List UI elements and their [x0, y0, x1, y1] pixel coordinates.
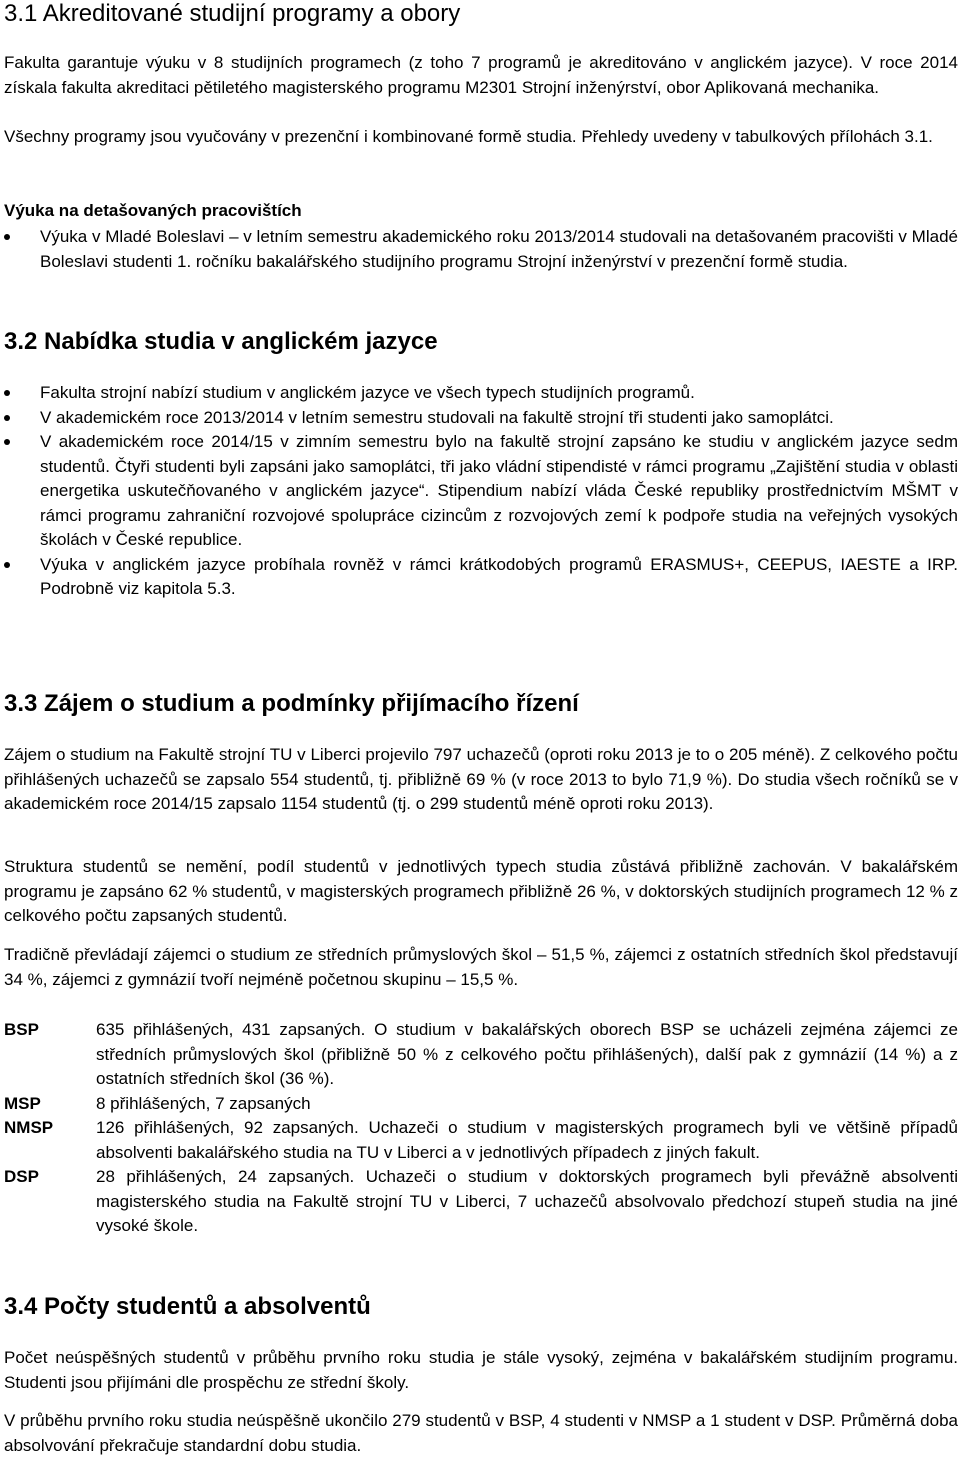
list-item — [4, 1092, 958, 1117]
detached-heading: Výuka na detašovaných pracovištích — [4, 201, 302, 220]
list-item: V akademickém roce 2013/2014 v letním semestru studovali na fakultě strojní tři studenti jako samoplátci. — [4, 406, 958, 431]
program-text: 635 přihlášených, 431 zapsaných. O studium v bakalářských oborech BSP se ucházeli zejména zájemci ze středních průmyslových škol (přibližně 50 % z celkového počtu přihlášených), další pak z gymnázií (14 %) a z ostatních středních škol (36 %). — [96, 1020, 958, 1088]
section-heading-3-1: 3.1 Akreditované studijní programy a obory — [4, 0, 461, 27]
detached-list — [4, 225, 958, 274]
list-item — [4, 1165, 958, 1239]
section-heading-3-4: 3.4 Počty studentů a absolventů — [4, 1293, 371, 1320]
bullet-icon — [4, 390, 10, 396]
paragraph-3-1-b: Všechny programy jsou vyučovány v prezenční i kombinované formě studia. Přehledy uvedeny v tabulkových přílohách 3.1. — [4, 127, 933, 146]
program-text: 126 přihlášených, 92 zapsaných. Uchazeči o studium v magisterských programech byli ve většině případů absolventi bakalářského studia na TU v Liberci a v jednotlivých případech z jiných fakult. — [96, 1118, 958, 1162]
paragraph-3-3-c: Tradičně převládají zájemci o studium ze středních průmyslových škol – 51,5 %, zájemci z ostatních středních škol představují 34 %, zájemci z gymnázií tvoří nejméně početnou skupinu – 15,5 %. — [4, 945, 958, 989]
paragraph-3-4-a: Počet neúspěšných studentů v průběhu prvního roku studia je stále vysoký, zejména v bakalářském studijním programu. Studenti jsou přijímáni dle prospěchu ze střední školy. — [4, 1348, 958, 1392]
program-text: 8 přihlášených, 7 zapsaných — [96, 1093, 311, 1113]
paragraph-3-1-a: Fakulta garantuje výuku v 8 studijních programech (z toho 7 programů je akreditováno v anglickém jazyce). V roce 2014 získala fakulta akreditaci pětiletého magisterského programu M2301 Strojní inženýrství, obor Aplikovaná mechanika. — [4, 53, 958, 97]
program-list — [4, 1018, 958, 1239]
list-item — [4, 1018, 958, 1092]
program-code: DSP — [4, 1167, 39, 1186]
program-code: BSP — [4, 1020, 39, 1039]
bullet-icon — [4, 234, 10, 240]
paragraph-3-3-a: Zájem o studium na Fakultě strojní TU v Liberci projevilo 797 uchazečů (oproti roku 2013 je to o 205 méně). Z celkového počtu přihlášených uchazečů se zapsalo 554 studentů, tj. přibližně 69 % (v roce 2013 to bylo 71,9 %). Do studia všech ročníků se v akademickém roce 2014/15 zapsalo 1154 studentů (tj. o 299 studentů méně oproti roku 2013). — [4, 745, 958, 813]
list-item: Výuka v Mladé Boleslavi – v letním semestru akademického roku 2013/2014 studovali na detašovaném pracovišti v Mladé Boleslavi studenti 1. ročníku bakalářského studijního programu Strojní inženýrství v prezenční formě studia. — [4, 225, 958, 274]
section-heading-3-3: 3.3 Zájem o studium a podmínky přijímacího řízení — [4, 690, 579, 717]
paragraph-3-4-b: V průběhu prvního roku studia neúspěšně ukončilo 279 studentů v BSP, 4 studenti v NMSP a 1 student v DSP. Průměrná doba absolvování překračuje standardní dobu studia. — [4, 1411, 958, 1455]
section-heading-3-2: 3.2 Nabídka studia v anglickém jazyce — [4, 328, 438, 355]
list-item: Výuka v anglickém jazyce probíhala rovněž v rámci krátkodobých programů ERASMUS+, CEEPUS, IAESTE a IRP. Podrobně viz kapitola 5.3. — [4, 553, 958, 602]
list-item: V akademickém roce 2014/15 v zimním semestru bylo na fakultě strojní zapsáno ke studiu v anglickém jazyce sedm studentů. Čtyři studenti byli zapsáni jako samoplátci, tři jako vládní stipendisté v rámci programu „Zajištění studia v oblasti energetika uskutečňovaného v anglickém jazyce“. Stipendium nabízí vláda České republiky prostřednictvím MŠMT v rámci programu zahraniční rozvojové spolupráce cizincům z rozvojových zemí k podpoře studia na veřejných vysokých školách v České republice. — [4, 430, 958, 553]
program-code: NMSP — [4, 1118, 54, 1137]
paragraph-3-3-b: Struktura studentů se nemění, podíl studentů v jednotlivých typech studia zůstává přibližně zachován. V bakalářském programu je zapsáno 62 % studentů, v magisterských programech přibližně 26 %, v doktorských studijních programech 12 % z celkového počtu zapsaných studentů. — [4, 857, 958, 925]
program-text: 28 přihlášených, 24 zapsaných. Uchazeči o studium v doktorských programech byli převážně absolventi magisterského studia na Fakultě strojní TU v Liberci, 7 uchazečů absolvovalo předchozí stupeň studia na jiné vysoké škole. — [96, 1167, 958, 1235]
list-item: Fakulta strojní nabízí studium v anglickém jazyce ve všech typech studijních programů. — [4, 381, 958, 406]
english-study-list — [4, 381, 958, 602]
bullet-icon — [4, 415, 10, 421]
program-code: MSP — [4, 1093, 41, 1113]
bullet-icon — [4, 562, 10, 568]
bullet-icon — [4, 439, 10, 445]
list-item — [4, 1116, 958, 1165]
